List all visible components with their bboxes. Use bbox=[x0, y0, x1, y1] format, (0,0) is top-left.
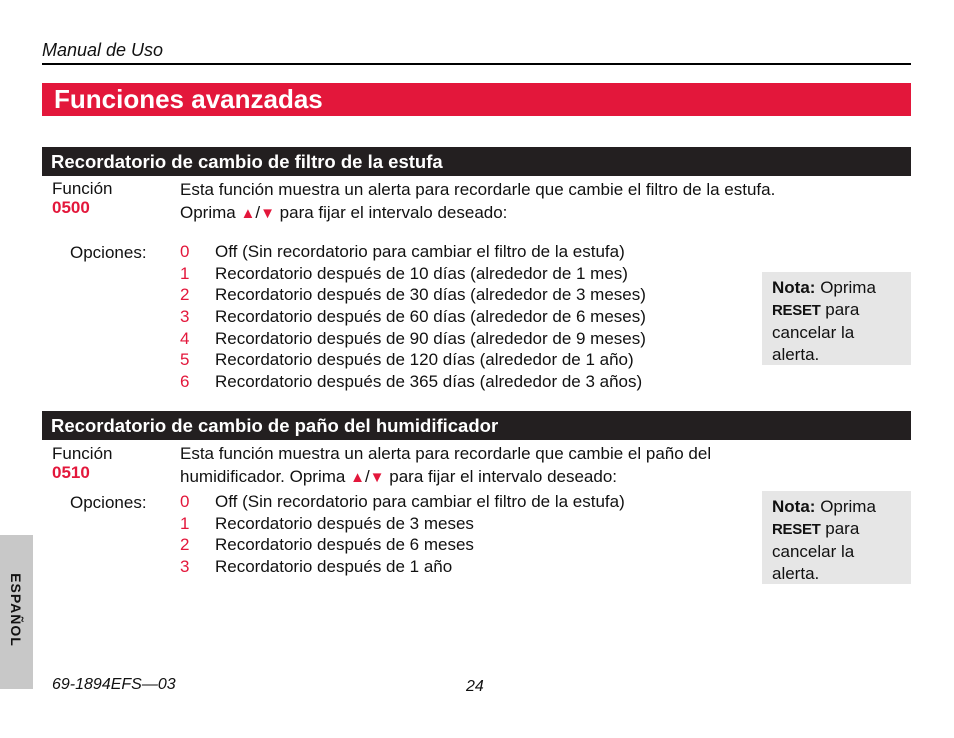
up-arrow-icon: ▲ bbox=[240, 205, 256, 222]
function-label: Función bbox=[52, 179, 113, 198]
function-code: 0510 bbox=[52, 463, 90, 482]
list-item: 3 Recordatorio después de 1 año bbox=[180, 557, 453, 577]
options-list bbox=[180, 491, 625, 578]
options-label: Opciones: bbox=[70, 243, 147, 262]
list-item: 0 Off (Sin recordatorio para cambiar el filtro de la estufa) bbox=[180, 242, 625, 261]
list-item: 4 Recordatorio después de 90 días (alrededor de 9 meses) bbox=[180, 328, 646, 348]
function-code: 0500 bbox=[52, 198, 90, 217]
description-line: Oprima ▲/▼ para fijar el intervalo deseado: bbox=[180, 203, 508, 222]
down-arrow-icon: ▼ bbox=[369, 469, 385, 486]
section-title-humidifier: Recordatorio de cambio de paño del humidificador bbox=[42, 411, 911, 440]
note-box: Nota: Oprima RESET para cancelar la alerta. bbox=[762, 272, 911, 365]
language-tab-label: ESPAÑOL bbox=[8, 573, 24, 647]
description-line: Esta función muestra un alerta para recordarle que cambie el paño del bbox=[180, 444, 712, 463]
manual-title: Manual de Uso bbox=[42, 40, 164, 60]
function-description bbox=[180, 442, 900, 489]
function-label: Función bbox=[52, 444, 113, 463]
list-item: 5 Recordatorio después de 120 días (alrededor de 1 año) bbox=[180, 350, 634, 370]
list-item: 3 Recordatorio después de 60 días (alrededor de 6 meses) bbox=[180, 307, 646, 327]
up-arrow-icon: ▲ bbox=[350, 469, 365, 486]
list-item: 1 Recordatorio después de 10 días (alrededor de 1 mes) bbox=[180, 263, 628, 283]
section-title-filter: Recordatorio de cambio de filtro de la estufa bbox=[42, 147, 911, 176]
list-item: 1 Recordatorio después de 3 meses bbox=[180, 513, 474, 533]
document-number: 69-1894EFS—03 bbox=[52, 676, 176, 693]
options-list bbox=[180, 241, 646, 393]
list-item: 6 Recordatorio después de 365 días (alrededor de 3 años) bbox=[180, 372, 643, 392]
description-line: humidificador. Oprima ▲/▼ para fijar el intervalo deseado: bbox=[180, 467, 618, 486]
down-arrow-icon: ▼ bbox=[260, 205, 275, 222]
description-line: Esta función muestra un alerta para recordarle que cambie el filtro de la estufa. bbox=[180, 180, 776, 199]
options-label: Opciones: bbox=[70, 493, 147, 512]
page-number: 24 bbox=[466, 678, 484, 695]
header-rule bbox=[42, 63, 911, 65]
function-description bbox=[180, 178, 900, 225]
list-item: 0 Off (Sin recordatorio para cambiar el filtro de la estufa) bbox=[180, 492, 625, 511]
list-item: 2 Recordatorio después de 6 meses bbox=[180, 535, 474, 555]
list-item: 2 Recordatorio después de 30 días (alrededor de 3 meses) bbox=[180, 285, 646, 305]
note-box: Nota: Oprima RESET para cancelar la alerta. bbox=[762, 491, 911, 584]
page-title: Funciones avanzadas bbox=[42, 83, 911, 116]
